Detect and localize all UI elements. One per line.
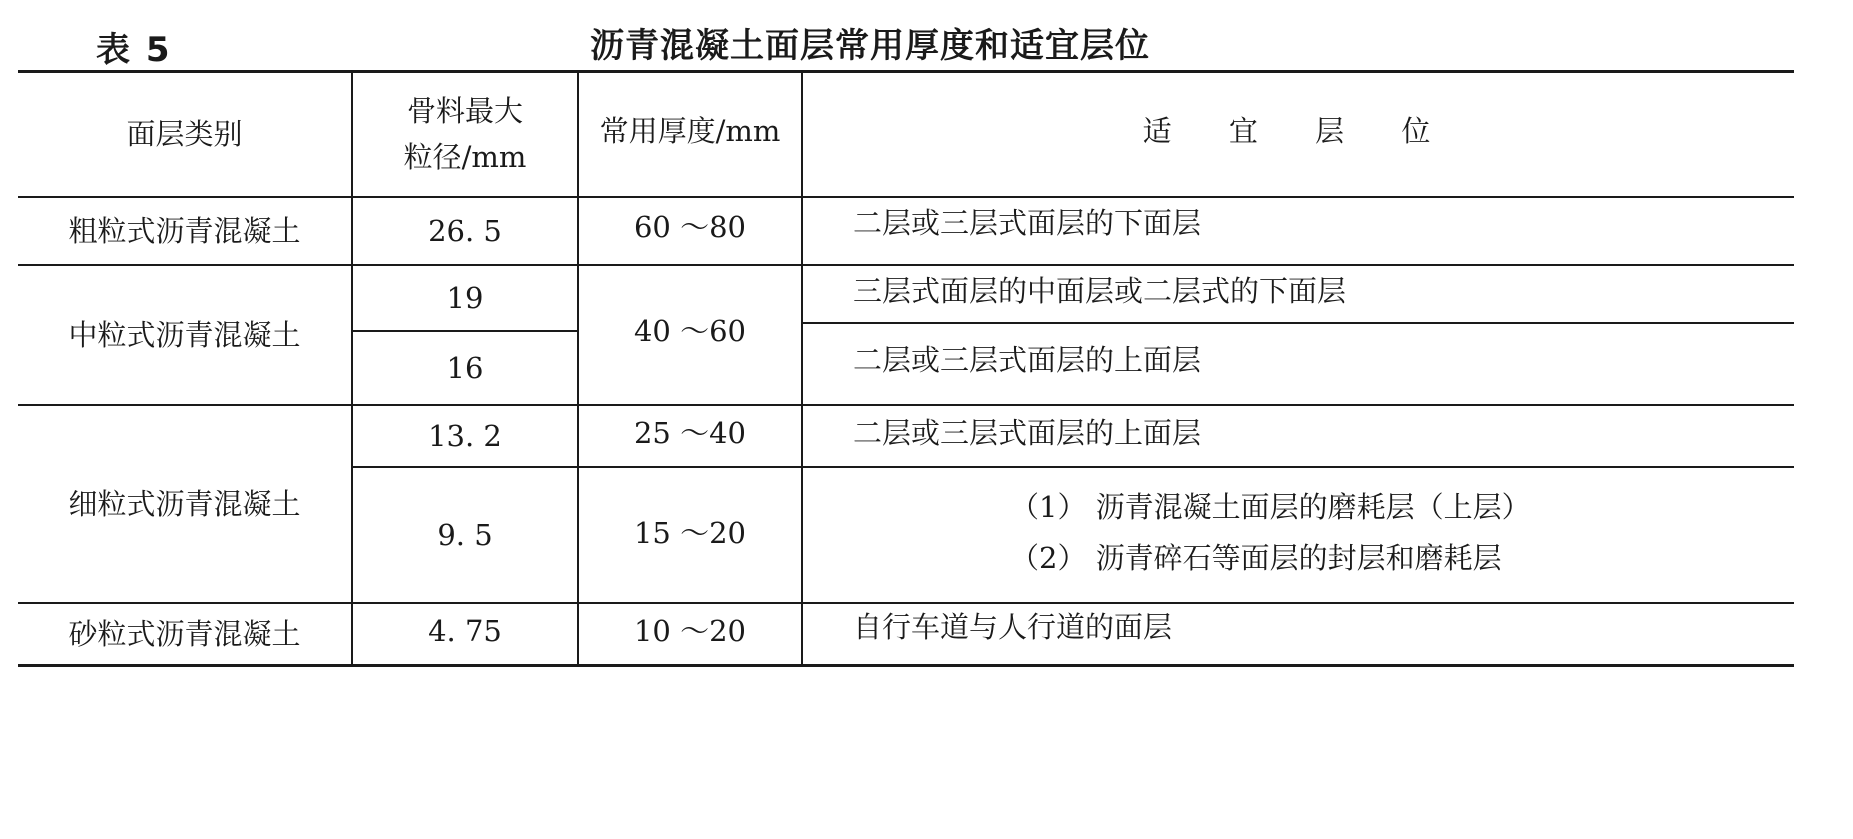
fine-category (18, 406, 351, 602)
fine-position-b-line2: （2） 沥青碎石等面层的封层和磨耗层 (1010, 541, 1502, 575)
header-thickness-text: 常用厚度/mm (599, 113, 781, 148)
bottom-rule (18, 664, 1794, 667)
fine-thickness-b-text: 15 ～20 (633, 515, 747, 550)
medium-category (18, 266, 351, 404)
coarse-category (18, 198, 351, 264)
fine-position-a (853, 400, 1794, 466)
header-size (353, 72, 577, 196)
fine-size-b (353, 468, 577, 602)
sand-thickness-text: 10 ～20 (633, 613, 747, 648)
sand-thickness (579, 598, 801, 664)
medium-size-a (353, 266, 577, 330)
table-title: 沥青混凝土面层常用厚度和适宜层位 (590, 26, 1150, 66)
coarse-thickness (579, 190, 801, 264)
sand-size-text: 4. 75 (428, 613, 502, 648)
fine-thickness-a (579, 400, 801, 466)
header-category (18, 72, 351, 196)
coarse-category-text: 粗粒式沥青混凝土 (68, 213, 301, 248)
fine-position-b-line1: （1） 沥青混凝土面层的磨耗层（上层） (1010, 490, 1531, 525)
medium-position-b (853, 324, 1794, 396)
fine-size-a-text: 13. 2 (428, 418, 502, 453)
coarse-size-text: 26. 5 (428, 213, 502, 248)
medium-thickness-text: 40 ～60 (633, 313, 747, 348)
header-size-line1: 骨料最大 (406, 93, 523, 128)
medium-position-b-text: 二层或三层式面层的上面层 (853, 342, 1202, 377)
sand-category (18, 604, 351, 664)
coarse-thickness-text: 60 ～80 (633, 209, 747, 244)
header-category-text: 面层类别 (126, 116, 243, 151)
header-size-line2: 粒径/mm (403, 140, 527, 174)
fine-position-b (1010, 468, 1794, 598)
medium-size-a-text: 19 (446, 280, 484, 315)
coarse-size (353, 198, 577, 264)
sand-position (853, 594, 1794, 660)
header-position (803, 72, 1794, 190)
medium-position-a-text: 三层式面层的中面层或二层式的下面层 (853, 273, 1347, 308)
fine-category-text: 细粒式沥青混凝土 (68, 486, 301, 521)
medium-size-b (353, 332, 577, 404)
sand-category-text: 砂粒式沥青混凝土 (68, 616, 301, 651)
medium-thickness (579, 266, 801, 396)
sand-position-text: 自行车道与人行道的面层 (853, 609, 1173, 644)
fine-size-a (353, 406, 577, 466)
medium-category-text: 中粒式沥青混凝土 (68, 317, 301, 352)
header-position-text: 适 宜 层 位 (1142, 113, 1455, 148)
medium-position-a (853, 260, 1794, 322)
coarse-position-text: 二层或三层式面层的下面层 (853, 205, 1202, 240)
coarse-position (853, 190, 1794, 256)
table-label: 表 5 (96, 30, 172, 70)
fine-position-a-text: 二层或三层式面层的上面层 (853, 415, 1202, 450)
medium-size-b-text: 16 (446, 350, 484, 385)
fine-thickness-a-text: 25 ～40 (633, 415, 747, 450)
fine-thickness-b (579, 468, 801, 598)
header-thickness (579, 72, 801, 190)
fine-size-b-text: 9. 5 (437, 517, 493, 552)
sand-size (353, 598, 577, 664)
